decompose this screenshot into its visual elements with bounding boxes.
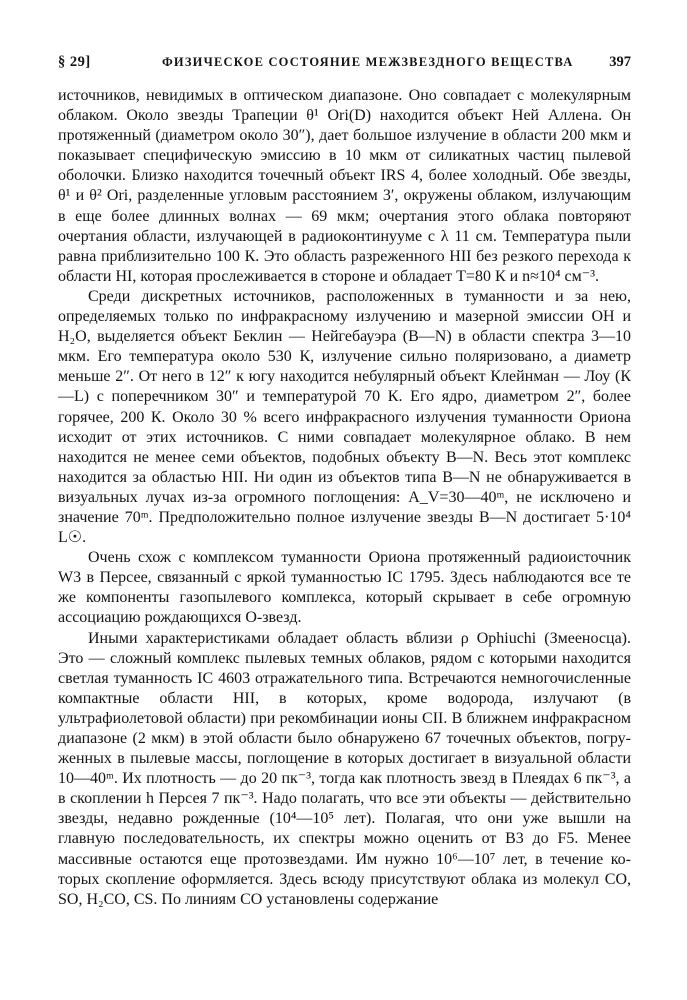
- paragraph: Очень схож с комплексом туманности Ориона протяженный радиоисточник W3 в Персее, связанный с яркой туманностью IC 1795. Здесь наблюдаются все те же компоненты газопылевого комплекса, который скрывает в себе огромную ассоциацию рождающихся О-звезд.: [58, 549, 631, 627]
- section-number: § 29]: [58, 54, 91, 70]
- paragraph-continuation: источников, невидимых в оптическом диапазоне. Оно совпадает с молекулярным облаком. Около звезды Трапеции θ¹ Ori(D) находится объект Ней Аллена. Он протяженный (диаметром около 30″), дает большое излучение в области 200 мкм и показывает специфическую эмиссию в 10 мкм от силикатных частиц пылевой оболочки. Близко находится точечный объект IRS 4, более холодный. Обе звезды, θ¹ и θ² Ori, разделенные угловым расстоянием 3′, окружены облаком, излучающим в еще более длинных волнах — 69 мкм; очертания этого облака повторяют очертания области, излучающей в радиоконтинууме с λ 11 см. Температура пыли равна приблизительно 100 К. Это область разреженного НII без резкого перехода к области НI, которая прослеживается в стороне и обладает T=80 К и n≈10⁴ см⁻³.: [58, 87, 631, 285]
- paragraph: Среди дискретных источников, расположенных в туманности и за нею, определяемых только по инфракрасному излучению и мазерной эмиссии ОН и Н₂О, выделяется объект Беклин — Нейгебауэра (В—N) в области спектра 3—10 мкм. Его температура около 530 К, излучение сильно поляризовано, а диаметр меньше 2″. От него в 12″ к югу находится небулярный объект Клейнман — Лоу (К—L) с поперечником 30″ и температурой 70 К. Его ядро, диаметром 2″, более горячее, 200 К. Около 30 % всего инфракрасного излучения туманности Ориона исходит от этих источников. С ними совпадает молекулярное облако. В нем находится не менее семи объектов, подобных объекту В—N. Весь этот комплекс находится за областью НII. Ни один из объектов типа В—N не обнаруживается в визуальных лучах из-за огромного поглощения: A_V=30—40ᵐ, не исключено и значение 70ᵐ. Предположительно полное излучение звезды В—N достигает 5·10⁴ L☉.: [58, 287, 631, 547]
- page-number: 397: [609, 54, 631, 70]
- running-title: ФИЗИЧЕСКОЕ СОСТОЯНИЕ МЕЖЗВЕЗДНОГО ВЕЩЕСТВА: [162, 55, 574, 69]
- body-text: [58, 86, 631, 910]
- paragraph: Иными характеристиками обладает область вблизи ρ Ophiuchi (Змееносца). Это — сложный комплекс пылевых темных облаков, рядом с которыми находится светлая туманность IC 4603 отражательного типа. Встречаются немногочисленные компактные области НII, в которых, кроме водорода, излучают (в ультрафиолетовой области) при рекомбинации ионы СII. В ближнем инфракрасном диапазоне (2 мкм) в этой области было обнаружено 67 точечных объектов, погруженных в пылевые массы, поглощение в которых достигает в визуальной области 10—40ᵐ. Их плотность — до 20 пк⁻³, тогда как плотность звезд в Плеядах 6 пк⁻³, а в скоплении h Персея 7 пк⁻³. Надо полагать, что все эти объекты — действительно звезды, недавно рожденные (10⁴—10⁵ лет). Полагая, что они уже вышли на главную последовательность, их спектры можно оценить от В3 до F5. Менее массивные остаются еще протозвездами. Им нужно 10⁶—10⁷ лет, в течение которых скопление оформляется. Здесь всюду присутствуют облака из молекул СО, SO, Н₂СО, CS. По линиям СО установлены содержание: [58, 629, 631, 908]
- running-header: [58, 50, 631, 74]
